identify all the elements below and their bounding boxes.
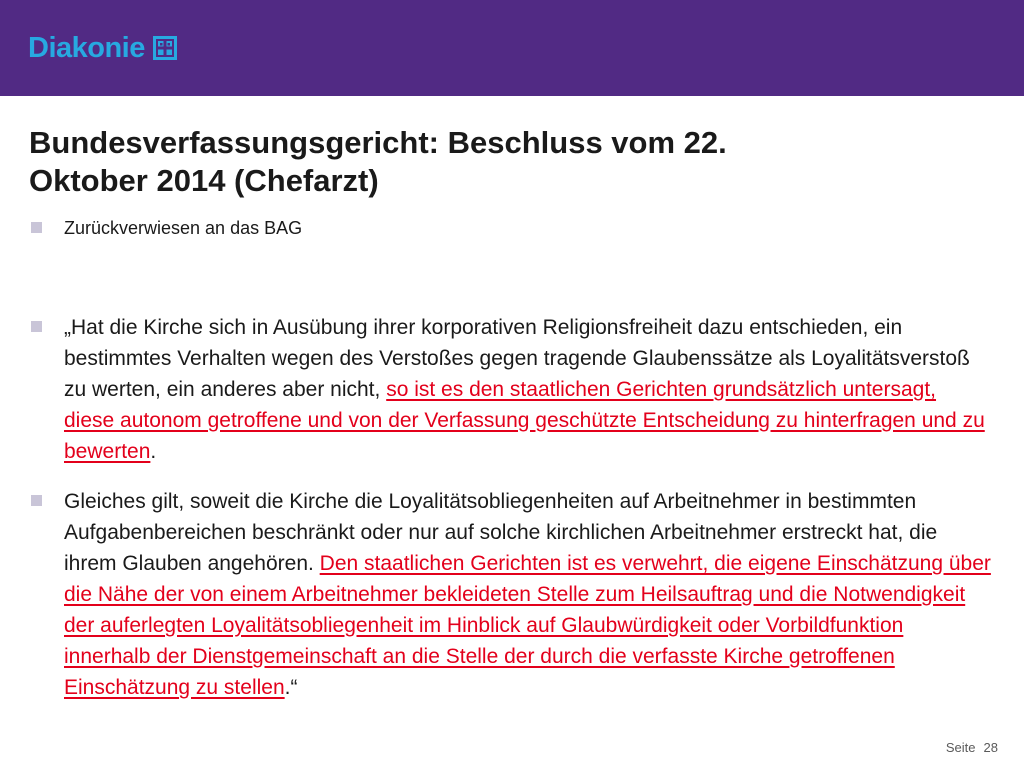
diakonie-logo: [28, 30, 177, 66]
page-number-value: 28: [983, 740, 998, 755]
header-bar: [0, 0, 1024, 96]
bullet-item: [29, 214, 991, 242]
slide-title: [29, 124, 989, 200]
bullet-end: .: [150, 440, 157, 463]
highlighted-text: Den staatlichen Gerichten ist es verwehrt, die eigene Einschätzung über die Nähe der von einem Arbeitnehmer bekleideten Stelle zum Heilsauftrag und die Notwendigkeit der auferlegten Loyalitätsobliegenheit im Hinblick auf Glaubwürdigkeit oder Vorbildfunktion innerhalb der Dienstgemeinschaft an die Stelle der durch die verfasste Kirche getroffenen Einschätzung zu stellen: [64, 552, 991, 699]
title-line-2: Oktober 2014 (Chefarzt): [29, 163, 379, 198]
highlighted-text: so ist es den staatlichen Gerichten grundsätzlich untersagt, diese autonom getroffene und von der Verfassung geschützte Entscheidung zu hinterfragen und zu bewerten: [64, 378, 985, 463]
bullet-item: [29, 312, 991, 467]
bullet-square-icon: [31, 321, 42, 332]
bullet-text: Gleiches gilt, soweit die Kirche die Loyalitätsobliegenheiten auf Arbeitnehmer in bestimmten Aufgabenbereichen beschränkt oder nur auf solche kirchlichen Arbeitnehmer erstreckt hat, die ihrem Glauben angehören.: [64, 490, 938, 575]
bullet-square-icon: [31, 222, 42, 233]
bullet-square-icon: [31, 495, 42, 506]
bullet-text: „Hat die Kirche sich in Ausübung ihrer korporativen Religionsfreiheit dazu entschieden, ein bestimmtes Verhalten wegen des Verstoßes gegen tragende Glaubenssätze als Loyalitätsverstoß zu werten, ein anderes aber nicht,: [64, 316, 970, 401]
bullet-end: .“: [284, 676, 298, 699]
bullet-list: [29, 214, 991, 703]
title-line-1: Bundesverfassungsgericht: Beschluss vom 22.: [29, 125, 727, 160]
logo-text: Diakonie: [28, 31, 145, 64]
bullet-item: [29, 486, 991, 703]
diakonie-cross-icon: [153, 36, 177, 60]
bullet-text: Zurückverwiesen an das BAG: [64, 218, 303, 238]
page-number: [946, 740, 998, 755]
page-label: Seite: [945, 740, 976, 755]
